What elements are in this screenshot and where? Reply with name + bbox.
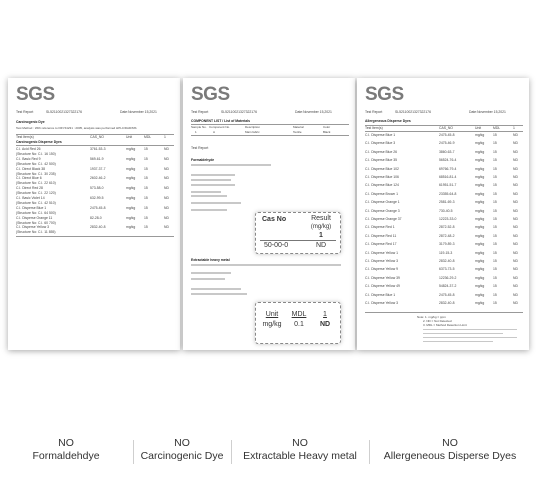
mdl-header: MDL [291,311,307,318]
component-title: COMPONENT LIST / List of Materials [191,119,250,123]
cell-cas: 2475-45-8 [439,133,455,137]
report-date: Date:November 15,2021 [295,110,332,114]
cell-result: ND [164,156,169,161]
cell-unit: mg/kg [126,225,136,230]
cell-unit: mg/kg [126,196,136,200]
cell-mdl: 15 [493,166,497,171]
component-sample: 1 [195,130,197,134]
report-label: Test Report [191,110,209,114]
cell-item: C.I. Disperse Orange 1 [365,200,400,205]
cell-result: ND [513,301,518,305]
formaldehyde-result: ND [315,242,327,249]
cell-mdl: 15 [493,217,497,221]
cell-item: C.I. Disperse Blue 1 [365,292,396,297]
cell-mdl: 15 [493,133,497,137]
section-title: Allergeneous Disperse Dyes [365,119,411,123]
cell-unit: mg/kg [126,156,136,161]
cell-mdl: 15 [493,275,497,280]
cell-cas: 56524-76-4 [439,158,457,163]
cell-mdl: 15 [493,284,497,289]
cell-result: ND [164,176,169,181]
cell-item: (Structure No: C.I. 11 855) [16,230,56,235]
col-head-unit: Unit [126,135,133,139]
mdl-value: 0.1 [294,321,304,328]
cell-item: C.I. Disperse Blue 1 [16,205,47,210]
col-head-mdl: MDL [493,126,501,130]
cell-mdl: 15 [493,292,497,297]
report-label: Test Report [16,110,34,114]
report-date: Date:November 15,2021 [120,110,157,114]
cell-mdl: 15 [144,215,148,220]
component-bottom-rule [191,135,349,136]
cell-item: (Structure No: C.I. 30 235) [16,171,56,176]
cell-mdl: 15 [493,233,497,238]
text-line [191,164,271,166]
cell-result: ND [513,166,518,171]
callout-rule [260,240,336,241]
cell-result: ND [513,200,518,205]
report-header [16,110,174,116]
cell-item: C.I. Disperse Red 1 [365,225,395,230]
cell-item: C.I. Disperse Blue 35 [365,158,398,163]
cell-result: ND [513,158,518,163]
table-bottom-rule [16,236,174,237]
cell-item: C.I. Disperse Yellow 1 [365,250,398,255]
caption-carcinogenic-dye [134,437,230,463]
cell-cas: 2475-46-9 [439,141,455,146]
col-head-sample: 1 [513,126,515,130]
cell-item: C.I. Disperse Yellow 39 [365,275,400,280]
cell-item: C.I. Disperse Blue 124 [365,183,399,188]
text-line [191,293,247,295]
cell-cas: 3179-89-3 [439,242,455,247]
caption-no: NO [292,437,308,449]
cell-item: (Structure No: C.I. 22 610) [16,181,56,186]
report-page-formaldehyde-heavy-metal [183,78,355,350]
component-material: Textile [293,130,302,134]
cell-cas: 2832-40-8 [439,301,455,305]
caption-label: Formaldehdye [32,450,100,462]
cell-result: ND [513,225,518,230]
cell-item: C.I. Basic Red 9 [16,156,41,161]
cell-item: C.I. Disperse Red 11 [365,233,397,238]
formaldehyde-zoom-callout [255,212,341,254]
cell-mdl: 15 [493,200,497,205]
cell-mdl: 15 [144,205,148,210]
cell-item: C.I. Direct Red 28 [16,186,43,191]
report-page-carcinogenic-dye [8,78,180,350]
cell-item: C.I. Basic Violet 14 [16,196,45,200]
col-head-cas: CAS_NO [439,126,453,130]
cas-no-value: 50-00-0 [264,242,289,249]
text-line [191,195,227,197]
report-label: Test Report [365,110,383,114]
cell-unit: mg/kg [475,149,485,154]
cell-item: (Structure No: C.I. 42 500) [16,161,56,166]
component-color: Black [323,130,331,134]
cell-cas: 12236-29-2 [439,275,457,280]
cell-item: C.I. Disperse Orange 11 [16,215,53,220]
cell-item: C.I. Disperse Blue 102 [365,166,399,171]
cell-unit: mg/kg [475,183,485,188]
cell-mdl: 15 [144,147,148,151]
cell-unit: mg/kg [475,292,485,297]
cell-mdl: 15 [493,191,497,196]
component-head-material: Material [293,125,304,129]
cell-result: ND [513,259,518,263]
caption-no: NO [442,437,458,449]
cell-mdl: 15 [493,267,497,272]
cell-result: ND [513,217,518,221]
note-3: 3. MDL = Method Detection Limit [423,323,467,327]
cell-result: ND [164,196,169,200]
cell-unit: mg/kg [126,147,136,151]
cell-unit: mg/kg [475,242,485,247]
text-line [191,202,241,204]
cell-unit: mg/kg [126,176,136,181]
cell-unit: mg/kg [475,158,485,163]
cell-item: C.I. Disperse Orange 3 [365,208,400,213]
cell-result: ND [164,205,169,210]
cell-mdl: 15 [493,208,497,213]
col-head-mdl: MDL [144,135,152,139]
cell-item: C.I. Disperse Brown 1 [365,191,398,196]
cell-mdl: 15 [493,158,497,163]
report-number: SL52110021327322176 [46,110,82,114]
col-head-item: Test Item(s) [365,126,383,130]
cell-item: C.I. Disperse Orange 37 [365,217,402,221]
text-line [191,272,231,274]
sgs-logo: SGS [365,84,404,105]
note-1: Note: 1. mg/kg = ppm [417,315,446,319]
cell-item: C.I. Direct Black 38 [16,166,46,171]
cell-cas: 2832-40-8 [439,259,455,263]
cell-mdl: 15 [493,259,497,263]
text-line [191,264,341,266]
cell-cas: 6373-73-5 [439,267,455,272]
cell-unit: mg/kg [475,200,485,205]
result-unit: (mg/kg) [310,224,332,230]
table-head-rule [16,145,174,146]
result-header: Result [311,215,331,222]
section-title: Carcinogenic Dye [16,120,45,124]
text-line [191,179,231,181]
cell-unit: mg/kg [475,267,485,272]
caption-label: Carcinogenic Dye [140,450,224,462]
cell-cas: 2475-45-8 [439,292,455,297]
text-line [191,184,235,186]
cell-cas: 61951-51-7 [439,183,457,188]
test-result-label: Test Report [191,146,209,150]
cell-item: (Structure No: C.I. 16 150) [16,151,56,156]
cell-cas: 2602-46-2 [90,176,106,181]
text-line [191,288,241,290]
cell-mdl: 15 [493,149,497,154]
text-line [191,174,235,176]
component-head-color: Color [323,125,331,129]
col-head-unit: Unit [475,126,482,130]
cell-item: C.I. Disperse Blue 106 [365,175,399,179]
unit-value: mg/kg [262,321,282,328]
cell-unit: mg/kg [475,141,485,146]
cell-mdl: 15 [493,250,497,255]
text-line [423,341,493,342]
cell-cas: 1937-37-7 [90,166,106,171]
cell-unit: mg/kg [475,208,485,213]
method-line: Test Method : With reference to DIN 54231 : 2005, analysis was performed HPLC/DAD/MS [16,126,137,130]
unit-header: Unit [265,311,279,318]
heavy-metal-zoom-callout [255,302,341,344]
col-head-cas: CAS_NO [90,135,104,139]
cell-cas: 119-15-3 [439,250,453,255]
cell-cas: 569-61-9 [90,156,104,161]
component-head-sample: Sample No. [191,125,207,129]
cell-result: ND [513,284,518,289]
sub-head: Carcinogenic Disperse Dyes [16,140,62,144]
cell-result: ND [513,292,518,297]
cell-unit: mg/kg [126,166,136,171]
cell-result: ND [164,147,169,151]
component-head-desc: Description [245,125,261,129]
cell-cas: 23355-64-8 [439,191,457,196]
cell-item: C.I. Disperse Blue 26 [365,149,398,154]
cell-item: C.I. Disperse Yellow 3 [365,259,398,263]
cell-unit: mg/kg [475,217,485,221]
cell-item: (Structure No: C.I. 22 120) [16,191,56,196]
cell-mdl: 15 [144,176,148,181]
cell-result: ND [513,133,518,137]
cell-item: (Structure No: C.I. 64 500) [16,210,56,215]
caption-no: NO [174,437,190,449]
cell-result: ND [513,267,518,272]
heavy-metal-section-title: Extractable heavy metal [191,258,230,262]
component-no: A [213,130,216,134]
caption-label: Extractable Heavy metal [243,450,357,462]
col-head-sample: 1 [164,135,166,139]
cell-cas: 69766-79-4 [439,166,457,171]
cell-mdl: 15 [144,196,148,200]
sample-header: 1 [323,311,327,318]
text-line [423,329,517,330]
heavy-metal-result: ND [319,321,331,328]
result-sample-no: 1 [319,232,323,239]
cell-result: ND [164,166,169,171]
cell-cas: 3860-63-7 [439,149,455,154]
cell-cas: 573-58-0 [90,186,104,191]
cell-mdl: 15 [493,141,497,146]
formaldehyde-section-title: Formaldehyde [191,158,215,162]
cell-mdl: 15 [493,301,497,305]
cell-cas: 632-99-5 [90,196,104,200]
cell-cas: 82-28-0 [90,215,102,220]
report-page-allergeneous-dyes [357,78,529,350]
cell-unit: mg/kg [475,284,485,289]
cell-item: C.I. Disperse Red 17 [365,242,397,247]
cell-item: C.I. Disperse Yellow 49 [365,284,400,289]
cell-item: (Structure No: C.I. 60 700) [16,220,56,225]
cell-unit: mg/kg [475,175,485,179]
caption-allergeneous-dyes [370,437,530,463]
cell-cas: 54824-37-2 [439,284,457,289]
text-line [191,278,225,280]
cell-item: C.I. Direct Blue 6 [16,176,42,181]
cell-cas: 68516-81-4 [439,175,457,179]
cell-result: ND [513,149,518,154]
cell-mdl: 15 [144,156,148,161]
cell-unit: mg/kg [475,133,485,137]
caption-label: Allergeneous Disperse Dyes [383,450,517,462]
cell-cas: 2832-40-8 [90,225,106,230]
col-head-item: Test Item(s) [16,135,34,139]
sgs-logo: SGS [191,84,230,105]
cell-mdl: 15 [493,175,497,179]
cell-mdl: 15 [144,186,148,191]
cell-cas: 3761-53-3 [90,147,106,151]
cell-unit: mg/kg [126,215,136,220]
component-head-no: Component No. [209,125,231,129]
report-number: SL52110021327322176 [221,110,257,114]
cell-unit: mg/kg [126,205,136,210]
report-header [191,110,349,116]
text-line [423,337,517,338]
cell-item: (Structure No: C.I. 42 510) [16,200,56,205]
cell-unit: mg/kg [475,259,485,263]
cell-item: C.I. Disperse Blue 3 [365,141,396,146]
text-line [423,333,503,334]
cell-cas: 2872-48-2 [439,233,455,238]
cell-result: ND [513,250,518,255]
cell-cas: 2475-45-8 [90,205,106,210]
cell-item: C.I. Acid Red 26 [16,147,41,151]
cell-item: C.I. Disperse Yellow 3 [365,301,398,305]
cell-item: C.I. Disperse Yellow 3 [16,225,49,230]
cell-result: ND [513,191,518,196]
cell-result: ND [513,233,518,238]
cell-result: ND [513,141,518,146]
cas-no-header: Cas No [262,216,287,223]
report-date: Date:November 15,2021 [469,110,506,114]
cell-mdl: 15 [493,225,497,230]
report-number: SL52110021327322176 [395,110,431,114]
caption-no: NO [58,437,74,449]
cell-result: ND [164,186,169,191]
cell-result: ND [513,183,518,188]
cell-result: ND [513,242,518,247]
sgs-logo: SGS [16,84,55,105]
cell-unit: mg/kg [475,191,485,196]
component-desc: Main fabric [245,130,260,134]
report-header [365,110,523,116]
text-line [191,209,227,211]
cell-mdl: 15 [144,225,148,230]
table-head-rule [365,131,523,132]
cell-item: C.I. Disperse Blue 1 [365,133,396,137]
cell-unit: mg/kg [475,250,485,255]
cell-unit: mg/kg [475,301,485,305]
cell-result: ND [164,215,169,220]
cell-item: C.I. Disperse Yellow 9 [365,267,398,272]
caption-heavy-metal [232,437,368,463]
text-line [191,191,221,193]
cell-mdl: 15 [493,242,497,247]
cell-result: ND [513,208,518,213]
cell-result: ND [513,275,518,280]
cell-result: ND [513,175,518,179]
table-bottom-rule [365,312,523,313]
cell-cas: 2581-69-3 [439,200,455,205]
cell-cas: 2872-52-8 [439,225,455,230]
caption-formaldehyde [0,437,132,463]
cell-result: ND [164,225,169,230]
cell-unit: mg/kg [475,166,485,171]
cell-cas: 730-40-5 [439,208,453,213]
cell-mdl: 15 [493,183,497,188]
note-2: 2. ND = Not Detected [423,319,452,323]
cell-unit: mg/kg [126,186,136,191]
cell-unit: mg/kg [475,275,485,280]
cell-cas: 12223-33-0 [439,217,457,221]
cell-unit: mg/kg [475,225,485,230]
cell-unit: mg/kg [475,233,485,238]
cell-mdl: 15 [144,166,148,171]
